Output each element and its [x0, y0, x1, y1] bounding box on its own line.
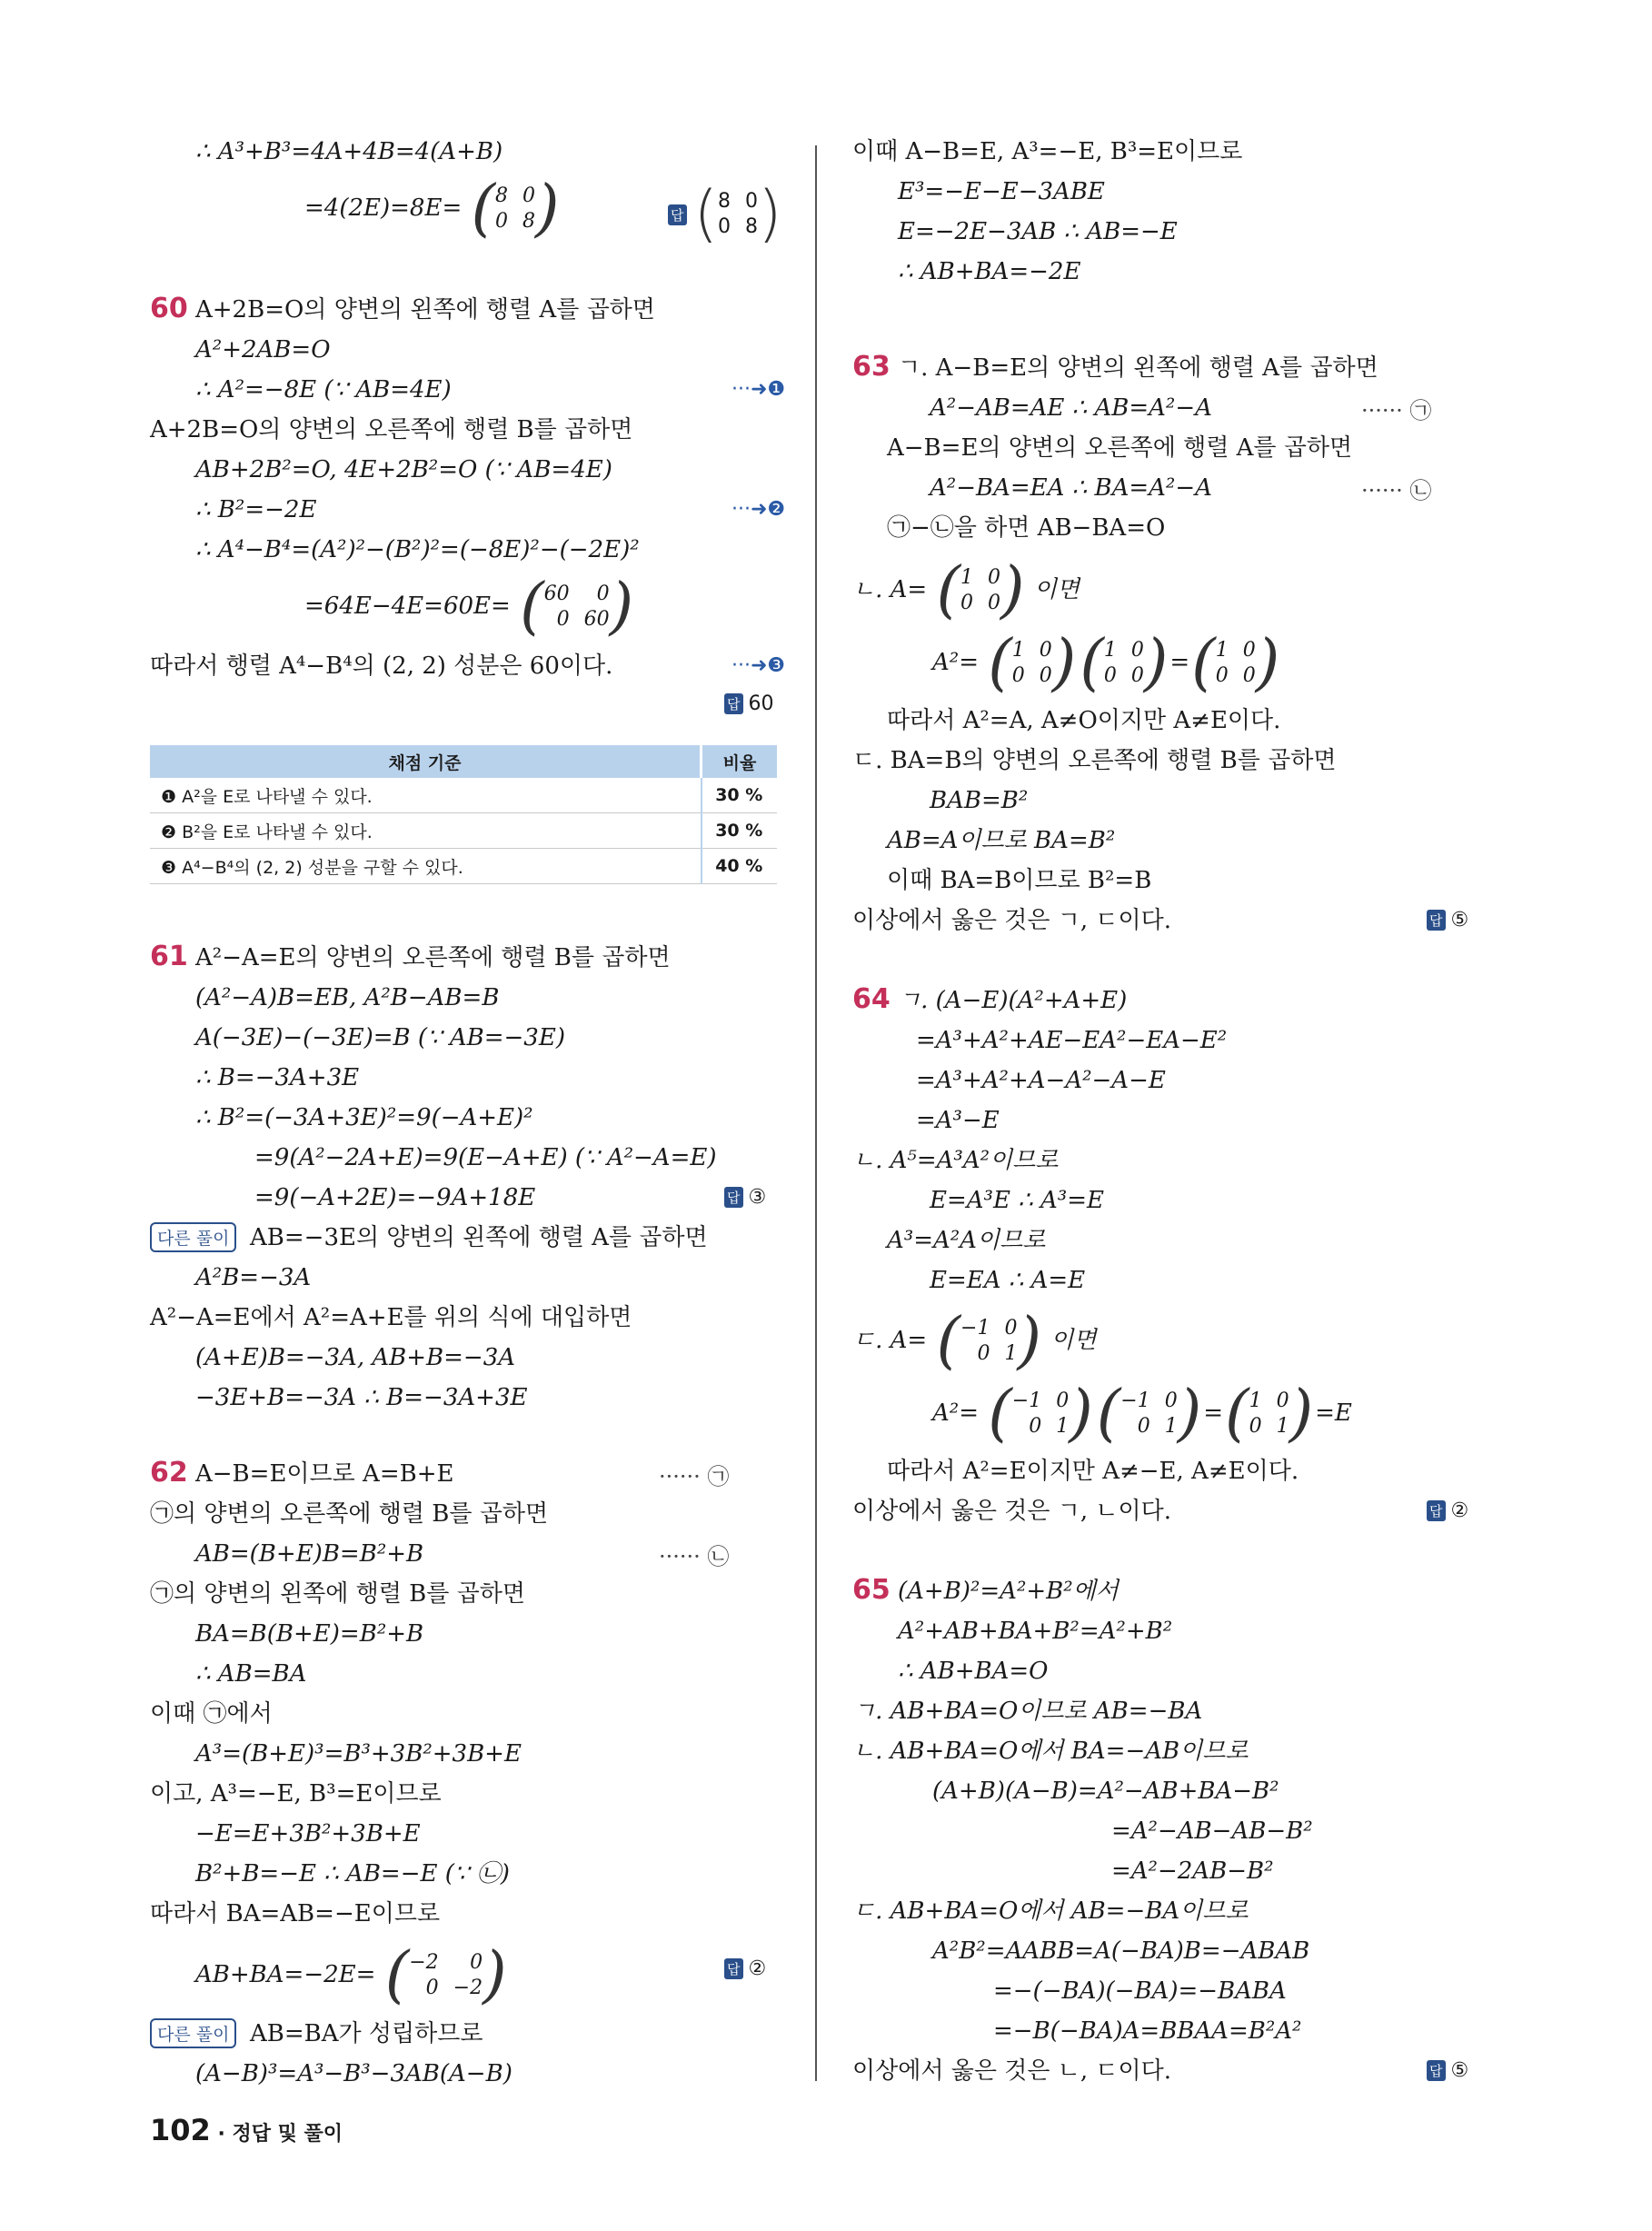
line: ㄱ. (A−E)(A²+A+E)	[898, 987, 1128, 1014]
line: AB=A이므로 BA=B²	[887, 827, 1116, 854]
line: BAB=B²	[930, 787, 1029, 814]
line: ∴ A⁴−B⁴=(A²)²−(B²)²=(−8E)²−(−2E)²	[195, 536, 640, 563]
line: A(−3E)−(−3E)=B (∵ AB=−3E)	[195, 1024, 565, 1051]
line: =A³−E	[916, 1107, 1000, 1134]
line: 따라서 BA=AB=−E이므로	[150, 1900, 441, 1927]
matrix: ( −1 0 0 1 )	[936, 1305, 1041, 1377]
line	[304, 571, 635, 642]
line: AB=(B+E)B=B²+B	[195, 1540, 424, 1568]
line: ㉠−㉡을 하면 AB−BA=O	[887, 514, 1166, 542]
reference-mark: ······ ㉠	[1361, 398, 1432, 423]
line: A²+AB+BA+B²=A²+B²	[898, 1618, 1173, 1645]
line: AB+2B²=O, 4E+2B²=O (∵ AB=4E)	[195, 456, 612, 483]
matrix: ( 8 0 0 8 )	[693, 178, 782, 250]
line: A³=A²A이므로	[887, 1227, 1046, 1254]
problem-number: 60	[150, 293, 188, 324]
matrix: ( 1 0 0 0 )	[1080, 627, 1169, 699]
problem-number: 64	[852, 983, 891, 1015]
line: 이고, A³=−E, B³=E이므로	[150, 1780, 442, 1808]
line: −3E+B=−3A ∴ B=−3A+3E	[195, 1384, 528, 1411]
answer: 답 ②	[724, 1957, 766, 1980]
line: =−B(−BA)A=BBAA=B²A²	[993, 2017, 1302, 2045]
line	[304, 173, 562, 244]
matrix: ( 1 0 0 0 )	[1191, 627, 1280, 699]
line: 이때 A−B=E, A³=−E, B³=E이므로	[852, 138, 1243, 165]
line	[852, 1305, 1097, 1377]
line: =−(−BA)(−BA)=−BABA	[993, 1977, 1287, 2005]
line: ∴ B²=(−3A+3E)²=9(−A+E)²	[195, 1104, 533, 1131]
line: A²B=−3A	[195, 1264, 312, 1291]
line: ∴ B=−3A+3E	[195, 1064, 360, 1091]
line-text: A²=	[932, 1399, 979, 1427]
line: ∴ AB+BA=O	[898, 1658, 1049, 1685]
line: B²+B=−E ∴ AB=−E (∵ ㉡)	[195, 1860, 510, 1887]
line: (A−B)³=A³−B³−3AB(A−B)	[195, 2060, 513, 2087]
answer: 답 ( 8 0 0 8 )	[668, 184, 784, 245]
line: −E=E+3B²+3B+E	[195, 1820, 421, 1848]
line: (A²−A)B=EB, A²B−AB=B	[195, 984, 500, 1011]
line: A−B=E의 양변의 오른쪽에 행렬 A를 곱하면	[887, 434, 1353, 462]
line: ∴ AB=BA	[195, 1660, 307, 1688]
line: ㄷ. BA=B의 양변의 오른쪽에 행렬 B를 곱하면	[852, 747, 1337, 774]
line: E=−2E−3AB ∴ AB=−E	[898, 218, 1178, 245]
line-text: ㄷ. A=	[852, 1327, 928, 1354]
reference-mark: ······ ㉡	[659, 1544, 730, 1569]
footer-title: 정답 및 풀이	[232, 2123, 343, 2146]
answer: 답 60	[724, 692, 774, 715]
line: (A+B)(A−B)=A²−AB+BA−B²	[932, 1778, 1279, 1805]
line: 따라서 행렬 A⁴−B⁴의 (2, 2) 성분은 60이다.	[150, 652, 613, 680]
reference-mark: ······ ㉠	[659, 1464, 730, 1489]
matrix: ( 1 0 0 1 )	[1225, 1378, 1314, 1449]
line: 이때 ㉠에서	[150, 1700, 273, 1728]
footer-separator: ·	[210, 2123, 233, 2146]
line: BA=B(B+E)=B²+B	[195, 1620, 424, 1648]
line: A²−BA=EA ∴ BA=A²−A	[930, 474, 1212, 502]
table-row: ❸ A⁴−B⁴의 (2, 2) 성분을 구할 수 있다. 40 %	[150, 849, 777, 884]
line: =A³+A²+AE−EA²−EA−E²	[916, 1027, 1228, 1054]
line: (A+E)B=−3A, AB+B=−3A	[195, 1344, 516, 1371]
line: 이때 BA=B이므로 B²=B	[887, 867, 1152, 894]
line: A²B²=AABB=A(−BA)B=−ABAB	[932, 1937, 1310, 1965]
reference-mark: ······ ㉡	[1361, 478, 1432, 503]
line: A²−A=E에서 A²=A+E를 위의 식에 대입하면	[150, 1304, 632, 1331]
answer: 답 ⑤	[1427, 909, 1468, 931]
line	[852, 554, 1080, 626]
line: ㄱ. A−B=E의 양변의 왼쪽에 행렬 A를 곱하면	[898, 354, 1378, 382]
line: E³=−E−E−3ABE	[898, 178, 1105, 205]
line: ∴ A³+B³=4A+4B=4(A+B)	[195, 138, 503, 165]
line-text: 이면	[1033, 576, 1080, 603]
line: AB=−3E의 양변의 왼쪽에 행렬 A를 곱하면	[250, 1224, 708, 1251]
line: ㉠의 양변의 오른쪽에 행렬 B를 곱하면	[150, 1500, 549, 1528]
line: 따라서 A²=E이지만 A≠−E, A≠E이다.	[887, 1458, 1299, 1485]
matrix: ( 60 0 0 60 )	[520, 571, 634, 642]
line-text: AB+BA=−2E=	[195, 1961, 376, 1988]
line: ㄷ. AB+BA=O에서 AB=−BA이므로	[852, 1897, 1249, 1925]
answer: 답 ②	[1427, 1499, 1468, 1522]
line: 이상에서 옳은 것은 ㄴ, ㄷ이다.	[852, 2057, 1171, 2085]
line: ∴ AB+BA=−2E	[898, 258, 1081, 285]
line: ∴ B²=−2E	[195, 496, 317, 523]
line: A²= ( −1 0 0 1 ) ( −1 0 0 1 ) = ( 1 0 0 1 ) =E	[932, 1378, 1352, 1449]
line	[195, 1939, 509, 2011]
alt-solution-label: 다른 풀이	[150, 1222, 236, 1252]
line-text: ㄴ. A=	[852, 576, 928, 603]
line: (A+B)²=A²+B²에서	[898, 1578, 1119, 1605]
line-text: =64E−4E=60E=	[304, 593, 511, 620]
problem-number: 63	[852, 351, 891, 383]
grading-criteria-table	[150, 745, 777, 884]
matrix: ( −2 0 0 −2 )	[384, 1939, 507, 2011]
table-row: ❷ B²을 E로 나타낼 수 있다. 30 %	[150, 813, 777, 849]
problem-number: 65	[852, 1574, 891, 1606]
table-header: 채점 기준	[150, 745, 702, 778]
step-marker: ···➜❶	[731, 378, 786, 401]
line-text: =E	[1315, 1399, 1352, 1427]
line: ∴ A²=−8E (∵ AB=4E)	[195, 376, 452, 403]
line: A²−AB=AE ∴ AB=A²−A	[930, 394, 1212, 422]
line: A−B=E이므로 A=B+E	[195, 1460, 454, 1488]
line: E=EA ∴ A=E	[930, 1267, 1086, 1294]
matrix: ( −1 0 0 1 )	[1096, 1378, 1202, 1449]
line: =A²−2AB−B²	[1111, 1858, 1274, 1885]
line: A+2B=O의 양변의 왼쪽에 행렬 A를 곱하면	[195, 296, 655, 324]
line-text: 이면	[1050, 1327, 1097, 1354]
page-footer	[150, 2113, 343, 2147]
page-number: 102	[150, 2113, 211, 2147]
alt-solution-label: 다른 풀이	[150, 2018, 236, 2048]
matrix: ( 1 0 0 0 )	[988, 627, 1077, 699]
line: 이상에서 옳은 것은 ㄱ, ㄴ이다.	[852, 1498, 1171, 1525]
line-text: A²=	[932, 649, 979, 676]
table-row: ❶ A²을 E로 나타낼 수 있다. 30 %	[150, 778, 777, 813]
table-header: 비율	[702, 745, 778, 778]
line: E=A³E ∴ A³=E	[930, 1187, 1104, 1214]
line: =A³+A²+A−A²−A−E	[916, 1067, 1166, 1094]
line: A²= ( 1 0 0 0 ) ( 1 0 0 0 ) = ( 1 0 0 0 )	[932, 627, 1280, 699]
column-divider	[815, 145, 817, 2081]
line: =9(A²−2A+E)=9(E−A+E) (∵ A²−A=E)	[254, 1144, 717, 1171]
line: ㄴ. AB+BA=O에서 BA=−AB이므로	[852, 1738, 1249, 1765]
line: ㄱ. AB+BA=O이므로 AB=−BA	[852, 1698, 1203, 1725]
line: =A²−AB−AB−B²	[1111, 1818, 1313, 1845]
line: A³=(B+E)³=B³+3B²+3B+E	[195, 1740, 522, 1768]
line: =9(−A+2E)=−9A+18E	[254, 1184, 536, 1211]
matrix: ( 1 0 0 0 )	[936, 554, 1025, 626]
line: ㄴ. A⁵=A³A²이므로	[852, 1147, 1059, 1174]
line: A²−A=E의 양변의 오른쪽에 행렬 B를 곱하면	[195, 944, 671, 971]
line: ㉠의 양변의 왼쪽에 행렬 B를 곱하면	[150, 1580, 525, 1608]
line: AB=BA가 성립하므로	[250, 2020, 483, 2047]
line: A+2B=O의 양변의 오른쪽에 행렬 B를 곱하면	[150, 416, 633, 443]
matrix: ( 8 0 0 8 )	[471, 173, 560, 244]
line-text: =4(2E)=8E=	[304, 194, 463, 222]
step-marker: ···➜❷	[731, 498, 786, 521]
problem-number: 61	[150, 941, 188, 972]
matrix: ( −1 0 0 1 )	[988, 1378, 1093, 1449]
answer: 답 ③	[724, 1186, 766, 1209]
line: 이상에서 옳은 것은 ㄱ, ㄷ이다.	[852, 907, 1171, 934]
problem-number: 62	[150, 1457, 188, 1489]
answer: 답 ⑤	[1427, 2059, 1468, 2082]
line: A²+2AB=O	[195, 336, 331, 364]
line: 따라서 A²=A, A≠O이지만 A≠E이다.	[887, 707, 1281, 734]
step-marker: ···➜❸	[731, 654, 786, 677]
